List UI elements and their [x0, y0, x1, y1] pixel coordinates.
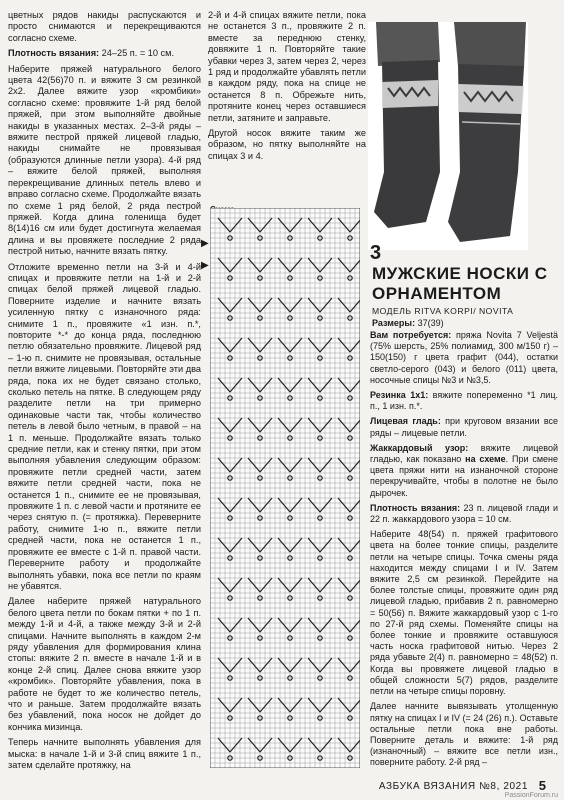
paragraph: Другой носок вяжите таким же образом, но пятку выполняйте на спицах 3 и 4. — [208, 128, 366, 161]
paragraph: 2-й и 4-й спицах вяжите петли, пока не останется 3 п., провяжите 2 п. вместе за переднюю стенку, довяжите 1 п. Повторяйте такие убавки через 3, затем через 2, через 1 ряд и продолжайте убавлять петли в каждом ряду, пока на спице не останется 8 п. Обрежьте нить, протяните конец через оставшиеся петли, затяните и заправьте. — [208, 10, 366, 123]
materials-paragraph — [370, 330, 558, 386]
stst-label: Лицевая гладь: — [370, 416, 441, 427]
paragraph: Далее начните вывязывать утолщенную пятку на спицах I и IV (= 24 (26) п.). Оставьте остальные петли пока вне работы. Поверните деталь и вяжите: 1-й ряд (изнаночный) – вяжите все петли изн., поверните работу. 2-й ряд – — [370, 701, 558, 768]
paragraph: Наберите 48(54) п. пряжей графитового цвета на более тонкие спицы, разделите петли на четыре спицы. Точка смены ряда находится между спицами I и IV. Затем вяжите 2,5 см резинкой. Перейдите на более толстые спицы, провяжите один ряд лицевой гладью, прибавив 2 п. равномерно = 50(56) п. Вяжите жаккардовый узор с 1-го по 27-й ряд схемы. Поменяйте спицы на более тонкие и провяжите оставшуюся часть носка графитовой нитью. Через 2 ряда убавьте 2(4) п. равномерно = 48(52) п. Когда вы провяжете лицевой гладью в общей сложности 5(7) рядов, разделите петли на четыре спицы поровну. — [370, 529, 558, 697]
text-column-1 — [8, 10, 201, 771]
density-label: Плотность вязания: — [8, 48, 100, 59]
arrow-icon: ▶ — [201, 260, 209, 271]
arrow-icon: ▶ — [201, 238, 209, 249]
article-number: 3 — [370, 242, 382, 264]
rib-paragraph — [370, 390, 558, 412]
materials-label: Вам потребуется: — [370, 330, 452, 340]
sizes-line — [372, 318, 444, 328]
jacquard-text: вяжите лицевой гладью, как показано — [370, 442, 558, 465]
text-column-2 — [208, 10, 366, 162]
watermark: PassionForum.ru — [504, 792, 558, 799]
jacquard-paragraph — [370, 443, 558, 499]
rib-label: Резинка 1х1: — [370, 390, 429, 401]
jacquard-chart-ref: на схеме — [465, 454, 506, 465]
magazine-name: АЗБУКА ВЯЗАНИЯ №8, 2021 — [378, 781, 528, 792]
sizes-label: Размеры: — [372, 318, 416, 328]
paragraph: цветных рядов накиды распускаются и просто снимаются и перекрещиваются согласно схеме. — [8, 10, 201, 43]
density-paragraph — [370, 503, 558, 525]
article-model: МОДЕЛЬ RITVA KORPI/ NOVITA — [372, 306, 514, 316]
jacquard-text-2: . При смене цвета пряжи нити на изнаночной стороне перекручивайте, чтобы в полотне не было дырочек. — [370, 454, 558, 498]
paragraph: Далее наберите пряжей натурального белого цвета петли по бокам пятки + по 1 п. между 1-й и 4-й, а также между 3-й и 2-й спицами. Начните выполнять в каждом 2-м ряду убавления для формирования клина стопы: вяжите 2 п. вместе в начале 1-й и в конце 2-й спиц. Далее снова вяжите узор «кромбик». Повторяйте убавления, пока в работе не будет то же количество петель, что и раньше. Затем продолжайте вязать без убавлений, пока носок не дойдет до кончика мизинца. — [8, 596, 201, 732]
paragraph: Отложите временно петли на 3-й и 4-й спицах и провяжите петли на 1-й и 2-й спицах белой пряжей лицевой гладью. Поверните изделие и начните вязать усиленную пятку с изнаночного ряда: снимите 1 п., провяжите «1 изн. п.*, повторите *-* до конца ряда, последнюю петлю обязательно провяжите. Лицевой ряд – 1-ю п. снимите не провязывая, остальные петли вяжите лицевыми. Повторяйте эти два ряда, пока их не будет связано столько, сколько петель на пятке. В следующем ряду разделите петли на три примерно одинаковые части так, чтобы количество петель в левой было четным, в правой – на 1 п. меньше. Продолжайте вязать только средние петли, как и стенку пятки, при этом выполняя убавления следующим образом: провяжите петли средней части, затем вяжите петли средней части, пока не останется 1 п., снимите ее не провязывая, провяжите 1 п. с левой части и протяните ее через снятую п. (= протяжка). Переверните работу, снимите 1-ю п., вяжите петли средней части, пока не останется 1 п., провяжите ее вместе с 1-й п. правой части. Переверните работу и продолжайте выполнять убавки, пока все петли по краям не убавятся. — [8, 261, 201, 591]
socks-photo — [368, 22, 528, 250]
page-footer — [0, 776, 564, 800]
paragraph: Теперь начните выполнять убавления для мыска: в начале 1-й и 3-й спиц вяжите 1 п., затем сделайте протяжку, на — [8, 737, 201, 770]
density-text: 24–25 п. = 10 см. — [99, 48, 175, 59]
stst-text: при круговом вязании все ряды – лицевые петли. — [370, 416, 559, 438]
stst-paragraph — [370, 416, 558, 438]
jacquard-label: Жаккардовый узор: — [370, 442, 469, 453]
knitting-chart — [210, 208, 360, 768]
density-paragraph — [8, 48, 201, 59]
sizes-value: 37(39) — [415, 318, 444, 328]
density-label: Плотность вязания: — [370, 502, 461, 513]
paragraph: Наберите пряжей натурального белого цвета 42(56)70 п. и вяжите 3 см резинкой 2х2. Далее вяжите узор «кромбики» согласно схеме: провяжите 1-й ряд белой пряжей, при этом выполняйте двойные накиды в указанных местах. 2–3-й ряды – вяжите пестрой пряжей лицевой гладью, накиды снимайте не провязывая (образуются длинные петли узора). 4-й ряд – вяжите белой пряжей, выполняя перекрещивание длинных петель влево и вправо согласно схеме. Продолжайте вязать по схеме 1 ряд белой, 2 ряда пестрой пряжей. Когда длина голенища будет 8(14)16 см или будет достигнута желаемая длина и вы провяжете последние 2 ряда пестрой нитью, начните вязать пятку. — [8, 63, 201, 257]
materials-text: пряжа Novita 7 Veljestä (75% шерсть, 25% полиамид, 300 м/150 г) – 150(150) г цвета графит (044), остатки светло-серого (043) и белого (011) цвета, носочные спицы №3 и №3,5. — [370, 330, 559, 385]
page-number: 5 — [538, 778, 546, 793]
text-column-3 — [370, 330, 558, 769]
density-text: 23 п. лицевой глади и 22 п. жаккардового узора = 10 см. — [370, 502, 558, 525]
article-title: МУЖСКИЕ НОСКИ С ОРНАМЕНТОМ — [372, 264, 548, 303]
rib-text: вяжите попеременно *1 лиц. п., 1 изн. п.*. — [370, 390, 558, 412]
